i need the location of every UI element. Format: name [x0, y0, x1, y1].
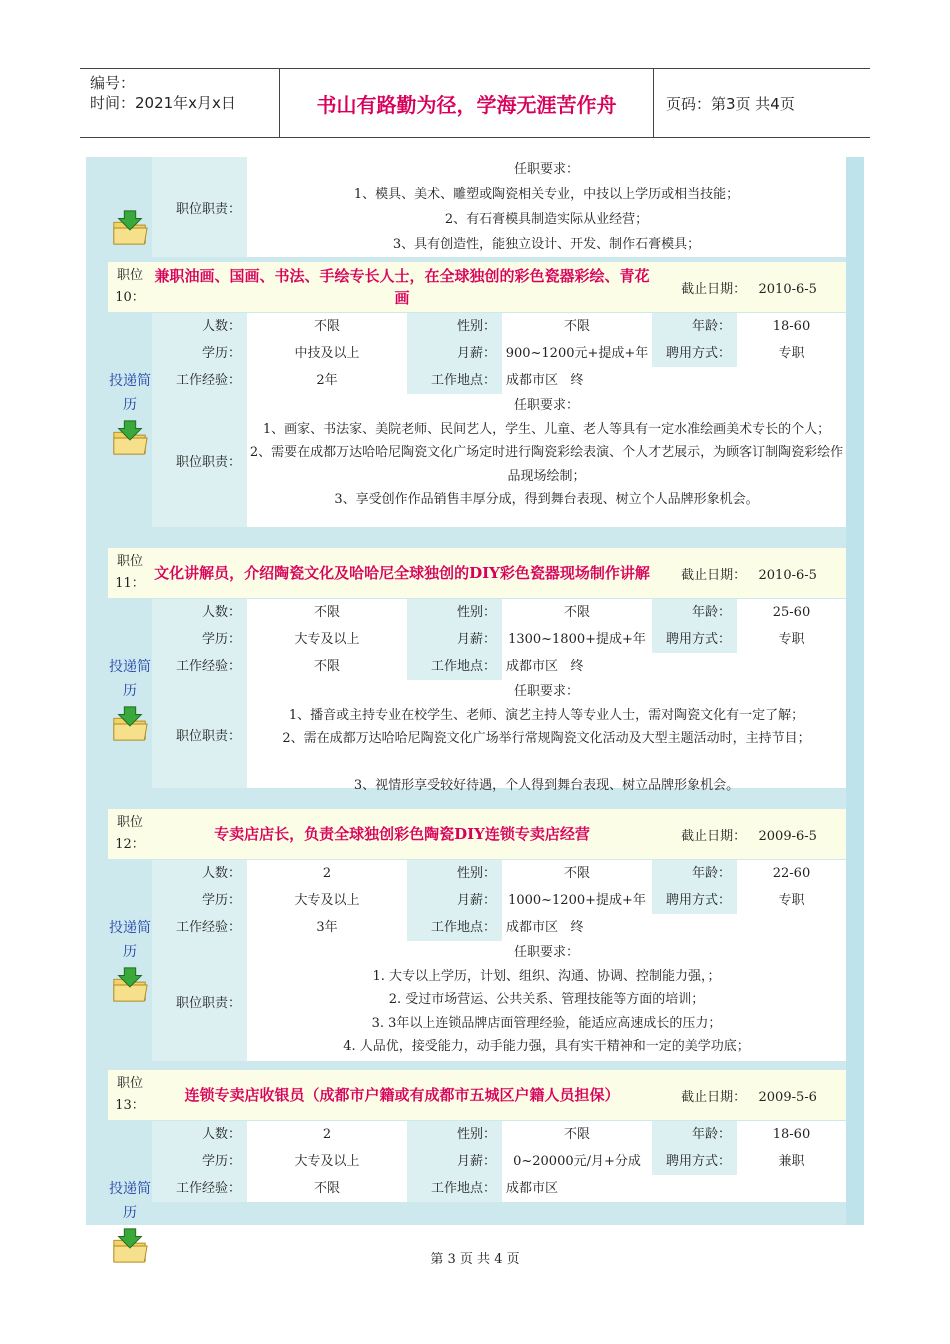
label-age: 年龄： — [652, 599, 737, 626]
position-number: 职位13： — [115, 1076, 145, 1113]
label-location: 工作地点： — [407, 914, 502, 941]
value-headcount: 不限 — [313, 605, 340, 620]
folder-download-icon — [111, 209, 149, 247]
apply-resume-link[interactable] — [108, 1121, 152, 1265]
value-location: 成都市区 — [506, 920, 559, 935]
label-salary: 月薪： — [407, 340, 502, 367]
value-education: 大专及以上 — [294, 632, 360, 647]
label-location: 工作地点： — [407, 367, 502, 394]
position-info-grid — [152, 1121, 846, 1202]
apply-resume-label[interactable]: 投递简历 — [109, 920, 151, 960]
label-experience: 工作经验： — [152, 367, 247, 394]
deadline-date: 2009-6-5 — [758, 828, 817, 844]
folder-download-icon — [111, 705, 149, 743]
position-detail — [152, 313, 846, 527]
label-salary: 月薪： — [407, 626, 502, 653]
position-detail — [152, 599, 846, 793]
label-education: 学历： — [152, 340, 247, 367]
value-headcount: 2 — [322, 1127, 332, 1142]
position-info-grid — [152, 860, 846, 941]
label-experience: 工作经验： — [152, 914, 247, 941]
duty-label: 职位职责： — [152, 157, 247, 257]
duty-label: 职位职责： — [152, 941, 247, 1061]
label-gender: 性别： — [407, 599, 502, 626]
deadline-label: 截止日期： — [681, 828, 747, 844]
label-headcount: 人数： — [152, 860, 247, 887]
deadline-label: 截止日期： — [681, 1089, 747, 1105]
duty-label: 职位职责： — [152, 394, 247, 527]
header-meta — [80, 69, 280, 137]
label-location: 工作地点： — [407, 653, 502, 680]
apply-resume-label[interactable]: 投递简历 — [109, 1181, 151, 1221]
value-employment: 专职 — [778, 893, 805, 908]
label-headcount: 人数： — [152, 599, 247, 626]
value-experience: 不限 — [313, 659, 340, 674]
apply-resume-link[interactable] — [108, 860, 152, 1004]
apply-resume-label[interactable]: 投递简历 — [109, 373, 151, 413]
position-title-band — [108, 1070, 846, 1120]
label-age: 年龄： — [652, 860, 737, 887]
position-title: 连锁专卖店收银员（成都市户籍或有成都市五城区户籍人员担保） — [184, 1086, 620, 1104]
duty-line: 1、画家、书法家、美院老师、民间艺人，学生、儿童、老人等具有一定水准绘画美术专长的个人； — [262, 421, 831, 437]
duty-line: 2、需要在成都万达哈哈尼陶瓷文化广场定时进行陶瓷彩绘表演、个人才艺展示，为顾客订制陶瓷彩绘作品现场绘制； — [249, 445, 844, 484]
value-headcount: 不限 — [313, 319, 340, 334]
duty-line: 任职要求： — [513, 398, 579, 413]
value-salary: 900~1200元+提成+年终 — [505, 346, 649, 388]
position-number: 职位12： — [115, 815, 145, 852]
duty-line: 3、具有创造性，能独立设计、开发、制作石膏模具； — [392, 237, 701, 252]
value-age: 22-60 — [772, 866, 811, 881]
value-education: 大专及以上 — [294, 893, 360, 908]
label-gender: 性别： — [407, 313, 502, 340]
value-education: 大专及以上 — [294, 1154, 360, 1169]
value-education: 中技及以上 — [294, 346, 360, 361]
value-experience: 不限 — [313, 1181, 340, 1196]
value-experience: 2年 — [316, 373, 338, 388]
value-location: 成都市区 — [506, 373, 559, 388]
label-headcount: 人数： — [152, 1121, 247, 1148]
value-age: 18-60 — [772, 1127, 811, 1142]
apply-resume-link[interactable] — [108, 313, 152, 457]
deadline-date: 2010-6-5 — [758, 567, 817, 583]
value-experience: 3年 — [316, 920, 338, 935]
label-salary: 月薪： — [407, 887, 502, 914]
value-salary: 1300~1800+提成+年终 — [508, 632, 646, 674]
deadline — [652, 1086, 846, 1105]
time-label: 时间：2021年x月x日 — [90, 94, 236, 112]
position-title: 专卖店店长，负责全球独创彩色陶瓷DIY连锁专卖店经营 — [214, 825, 590, 843]
value-employment: 专职 — [778, 346, 805, 361]
value-gender: 不限 — [563, 319, 590, 334]
label-education: 学历： — [152, 626, 247, 653]
label-location: 工作地点： — [407, 1175, 502, 1202]
duty-line: 2、需在成都万达哈哈尼陶瓷文化广场举行常规陶瓷文化活动及大型主题活动时，主持节目； — [282, 731, 811, 746]
value-gender: 不限 — [563, 605, 590, 620]
label-employment: 聘用方式： — [652, 626, 737, 653]
position-title-band — [108, 809, 846, 859]
deadline-date: 2009-5-6 — [758, 1089, 817, 1105]
label-gender: 性别： — [407, 1121, 502, 1148]
position-info-grid — [152, 599, 846, 680]
duty-line: 任职要求： — [513, 684, 579, 699]
value-age: 18-60 — [772, 319, 811, 334]
duty-line: 3、视情形享受较好待遇，个人得到舞台表现、树立品牌形象机会。 — [353, 778, 740, 793]
number-label: 编号： — [90, 74, 136, 92]
apply-resume-link[interactable] — [108, 599, 152, 743]
apply-resume-label[interactable]: 投递简历 — [109, 659, 151, 699]
position-detail — [152, 1121, 846, 1202]
duty-line: 任职要求： — [513, 162, 579, 177]
deadline — [652, 278, 846, 297]
value-salary: 1000~1200+提成+年终 — [508, 893, 646, 935]
folder-download-icon — [111, 966, 149, 1004]
label-age: 年龄： — [652, 313, 737, 340]
label-age: 年龄： — [652, 1121, 737, 1148]
deadline-date: 2010-6-5 — [758, 281, 817, 297]
duty-line: 2、有石膏模具制造实际从业经营； — [444, 212, 649, 227]
label-gender: 性别： — [407, 860, 502, 887]
duty-line: 3. 3年以上连锁品牌店面管理经验，能适应高速成长的压力； — [371, 1015, 722, 1031]
deadline-label: 截止日期： — [681, 281, 747, 297]
duty-line: 4. 人品优，接受能力，动手能力强，具有实干精神和一定的美学功底； — [343, 1039, 750, 1054]
duty-content — [247, 680, 846, 793]
value-headcount: 2 — [322, 866, 332, 881]
duty-content — [247, 157, 846, 257]
position-number: 职位10： — [115, 268, 145, 305]
position-info-grid — [152, 313, 846, 394]
deadline — [652, 564, 846, 583]
label-experience: 工作经验： — [152, 653, 247, 680]
duty-line: 1. 大专以上学历，计划、组织、沟通、协调、控制能力强，； — [372, 968, 721, 984]
value-employment: 专职 — [778, 632, 805, 647]
label-salary: 月薪： — [407, 1148, 502, 1175]
duty-content — [247, 394, 846, 527]
motto: 书山有路勤为径，学海无涯苦作舟 — [280, 69, 654, 137]
value-location: 成都市区 — [506, 1181, 559, 1196]
value-gender: 不限 — [563, 1127, 590, 1142]
position-number: 职位11： — [115, 554, 145, 591]
page-footer: 第 3 页 共 4 页 — [430, 1252, 520, 1267]
deadline — [652, 825, 846, 844]
label-headcount: 人数： — [152, 313, 247, 340]
position-title-band — [108, 262, 846, 312]
position-title: 兼职油画、国画、书法、手绘专长人士，在全球独创的彩色瓷器彩绘、青花画 — [154, 267, 650, 307]
position-title: 文化讲解员，介绍陶瓷文化及哈哈尼全球独创的DIY彩色瓷器现场制作讲解 — [154, 564, 650, 582]
duty-content — [247, 941, 846, 1061]
page-header — [80, 68, 870, 138]
duty-line: 任职要求： — [513, 945, 579, 960]
value-location: 成都市区 — [506, 659, 559, 674]
label-experience: 工作经验： — [152, 1175, 247, 1202]
value-salary: 0~20000元/月+分成 — [513, 1154, 641, 1169]
right-border-strip — [846, 157, 864, 1225]
position-title-band — [108, 548, 846, 598]
duty-line: 2. 受过市场营运、公共关系、管理技能等方面的培训； — [388, 992, 705, 1007]
duty-line: 1、播音或主持专业在校学生、老师、演艺主持人等专业人士，需对陶瓷文化有一定了解； — [288, 707, 805, 723]
value-age: 25-60 — [772, 605, 811, 620]
folder-download-icon — [111, 419, 149, 457]
duty-label: 职位职责： — [152, 680, 247, 788]
duty-line: 1、模具、美术、雕塑或陶瓷相关专业，中技以上学历或相当技能； — [353, 187, 740, 202]
value-employment: 兼职 — [778, 1154, 805, 1169]
page-indicator: 页码：第3页 共4页 — [666, 94, 795, 113]
value-gender: 不限 — [563, 866, 590, 881]
job-listing-area — [86, 157, 864, 1225]
deadline-label: 截止日期： — [681, 567, 747, 583]
apply-resume-link[interactable] — [108, 207, 152, 247]
duty-line: 3、享受创作作品销售丰厚分成，得到舞台表现、树立个人品牌形象机会。 — [334, 492, 759, 507]
label-education: 学历： — [152, 887, 247, 914]
label-education: 学历： — [152, 1148, 247, 1175]
position-9-duties — [152, 157, 846, 257]
position-detail — [152, 860, 846, 1061]
label-employment: 聘用方式： — [652, 340, 737, 367]
label-employment: 聘用方式： — [652, 1148, 737, 1175]
duty-line — [247, 751, 846, 775]
label-employment: 聘用方式： — [652, 887, 737, 914]
